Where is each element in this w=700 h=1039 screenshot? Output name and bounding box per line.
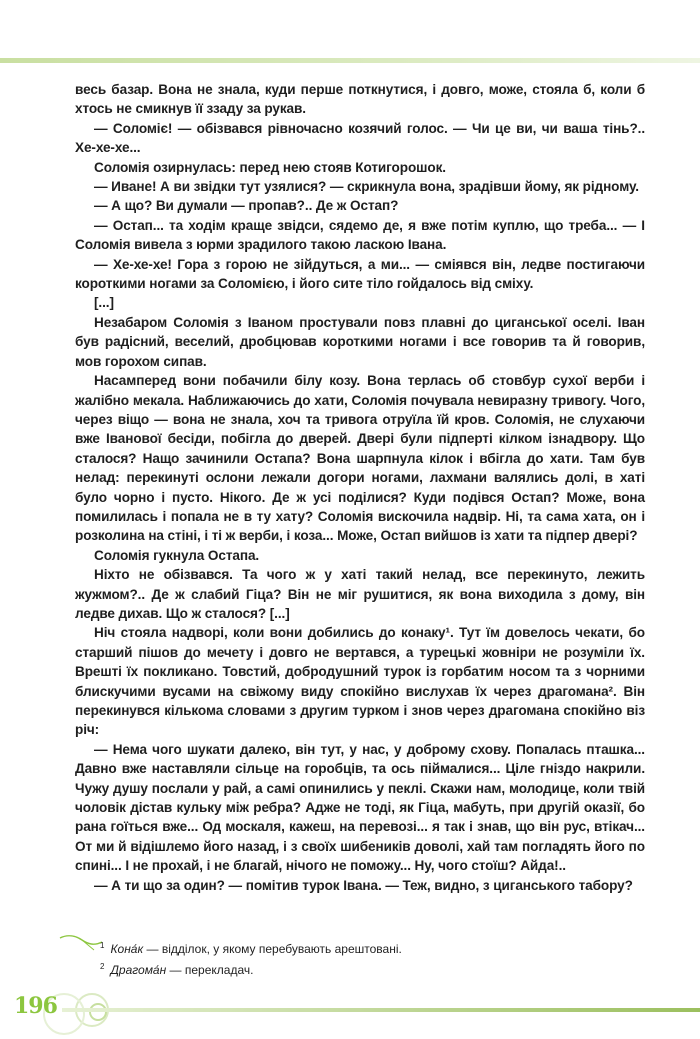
story-text [75,80,645,895]
paragraph: — Иване! А ви звідки тут узялися? — скрикнула вона, зрадівши йому, як рідному. [94,179,639,195]
footnote-definition: — перекладач. [166,963,254,977]
paragraph: — А що? Ви думали — пропав?.. Де ж Остап? [94,198,399,214]
paragraph: — Нема чого шукати далеко, він тут, у нас, у доброму схову. Попалась пташка... Давно вже наставляли сільце на горобців, та ось піймалися... Ціле гніздо накрили. Чужу душу послали у рай, а самі опинились у пеклі. Скажи нам, молодице, коли твій чоловік дістав кульку між ребра? Адже не тоді, як Гіца, мабуть, при другій оказії, бо рана гоїться вже... Од москаля, кажеш, на перевозі... я так і знав, що він рус, втікач... От ми й відішлемо його назад, і з своїх шибеників доволі, хай там погладять його по спині... І не прохай, і не благай, нічого не поможу... Ну, чого стоїш? Айда!.. [75,741,645,874]
footnote-definition: — відділок, у якому перебувають арештовані. [143,942,402,956]
footnote-term: Кона́к [110,942,144,956]
paragraph: — Хе-хе-хе! Гора з горою не зійдуться, а ми... — сміявся він, ледве постигаючи короткими ногами за Соломією, і його сите тіло гойдалось від сміху. [75,256,645,292]
paragraph: Незабаром Соломія з Іваном простували повз плавні до циганської оселі. Іван був радісний, веселий, дробцював короткими ногами і все говорив та й говорив, мов горохом сипав. [75,314,645,369]
footnote-mark: 1 [100,941,105,950]
paragraph: — Соломіє! — обізвався рівночасно козячий голос. — Чи це ви, чи ваша тінь?.. Хе-хе-хе... [75,120,645,156]
paragraph: Соломія озирнулась: перед нею стояв Котигорошок. [94,159,446,175]
footnote [100,937,640,958]
footnotes [100,937,640,979]
paragraph: [...] [94,295,114,311]
paragraph: весь базар. Вона не знала, куди перше поткнутися, і довго, може, стояла б, коли б хтось не смикнув її ззаду за рукав. [75,82,645,117]
footer-rule [62,1008,700,1012]
footnote-mark: 2 [100,962,105,971]
paragraph: Насамперед вони побачили білу козу. Вона терлась об стовбур сухої верби і жалібно мекала. Наближаючись до хати, Соломія почувала невиразну тривогу. Чого, через віщо — вона не знала, хоч та тривога отруїла їй кров. Соломія, не слухаючи вже Іванової бесіди, побігла до дверей. Двері були підперті кілком ізнадвору. Що сталося? Нащо зачинили Остапа? Вона шарпнула кілок і вбігла до хати. Там був нелад: перекинуті ослони лежали догори ногами, лахмани валялись долі, в хаті було чорно і пусто. Нікого. Де ж усі поділися? Куди подівся Остап? Може, вона помилилась і попала не в ту хату? Соломія вискочила надвір. Ні, та сама хата, он і розколина на стіні, і ті ж верби, і коза... Може, Остап вийшов із хати та підпер двері? [75,373,645,544]
paragraph: Ніхто не обізвався. Та чого ж у хаті такий нелад, все перекинуто, лежить жужмом?.. Де ж слабий Гіца? Він не міг рушитися, як вона виходила з дому, він ледве дихав. Що ж сталося? [...] [75,567,645,621]
paragraph: — Остап... та ходім краще звідси, сядемо де, я вже потім куплю, що треба... — І Соломія вивела з юрми зрадилого такою ласкою Івана. [75,217,645,253]
header-rule [0,58,700,63]
paragraph: — А ти що за один? — помітив турок Івана. — Теж, видно, з циганського табору? [94,877,633,893]
paragraph: Соломія гукнула Остапа. [94,547,260,563]
footnote-term: Драгома́н [110,963,167,977]
paragraph: Ніч стояла надворі, коли вони добились до конаку¹. Тут їм довелось чекати, бо старший пішов до мечету і довго не вертався, а турецькі жовніри не розуміли їх. Врешті їх покликано. Товстий, добродушний турок із горбатим носом та з чорними блискучими вусами на свіжому виду спокійно вислухав їх через драгомана². Він перекинувся кількома словами з другим турком і знов через драгомана спокійно віз річ: [75,625,645,738]
page-number: 196 [14,993,57,1019]
footnote [100,958,640,979]
